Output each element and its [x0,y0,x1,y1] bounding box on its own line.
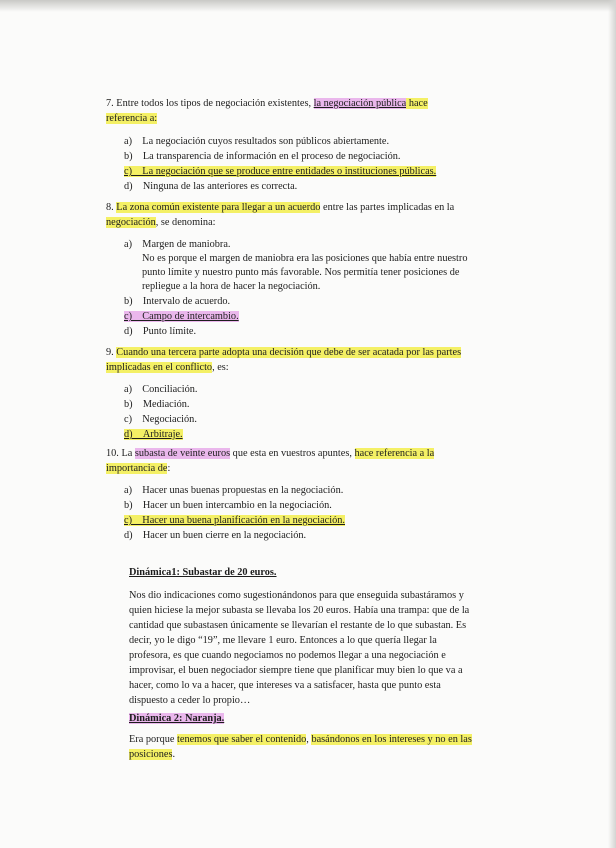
dynamic1-line5: profesora, es que cuando negociamos no podemos llegar a una negociación e [129,650,446,661]
q7-option-a: a) La negociación cuyos resultados son públicos abiertamente. [124,136,390,147]
dynamic2-text-end: . [172,749,176,760]
q10-answer-highlight: c) Hacer una buena planificación en la negociación. [124,515,345,526]
dynamic2-line1 [129,733,472,746]
q7-text: 7. Entre todos los tipos de negociación existentes, [106,98,314,109]
q7-highlight-1: la negociación pública [313,98,407,109]
dynamic2-highlight-1: tenemos que saber el contenido [177,734,307,745]
q10-highlight-2: hace referencia a la [354,448,435,459]
q9-highlight-2: implicadas en el conflicto [106,362,213,373]
q8-answer-highlight: c) Campo de intercambio. [124,311,239,322]
q7-option-c [124,165,436,178]
q10-highlight-3: importancia de [106,463,168,474]
dynamic2-text-mid: , [306,734,312,745]
dynamic1-line8: dispuesto a ceder lo propio… [129,695,251,706]
q8-highlight-1: La zona común existente para llegar a un acuerdo [116,202,321,213]
q7-highlight-2: hace [406,98,428,109]
q8-highlight-2: negociación [106,217,156,228]
q7-option-d: d) Ninguna de las anteriores es correcta. [124,181,298,192]
q10-line2 [106,462,170,475]
q10-text-end: : [167,463,171,474]
dynamic1-line6: improvisar, el buen negociador siempre tiene que planificar muy bien lo que va a [129,665,463,676]
dynamic1-title: Dinámica1: Subastar de 20 euros. [129,567,277,578]
q9-line1 [106,346,461,359]
dynamic2-highlight-2: basándonos en los intereses [311,734,425,745]
q9-option-a: a) Conciliación. [124,384,198,395]
q8-option-a: a) Margen de maniobra. [124,239,231,250]
q10-line1 [106,447,434,460]
q7-option-b: b) La transparencia de información en el proceso de negociación. [124,151,401,162]
q9-option-b: b) Mediación. [124,399,190,410]
q8-line1 [106,201,454,214]
q9-line2 [106,361,229,374]
q7-highlight-3: referencia a: [106,113,158,124]
dynamic2-highlight-4: posiciones [129,749,173,760]
q10-text-mid: que esta en vuestros apuntes, [230,448,355,459]
dynamic1-line4: decir, yo le digo “19”, me llevare 1 euro. Entonces a lo que quería llegar la [129,635,437,646]
q8-explanation-line1: No es porque el margen de maniobra era las posiciones que había entre nuestro [142,253,468,264]
q10-option-c [124,514,345,527]
dynamic1-line2: quien hiciese la mejor subasta se llevaba los 20 euros. Había una trampa: que de la [129,605,470,616]
q9-option-c: c) Negociación. [124,414,197,425]
dynamic2-text: Era porque [129,734,178,745]
q8-option-d: d) Punto límite. [124,326,197,337]
q9-option-d [124,428,183,441]
q7-line2 [106,112,157,125]
dynamic2-highlight-3: y no en las [424,734,472,745]
dynamic2-title-text: Dinámica 2: Naranja. [129,713,225,724]
q7-answer-highlight: c) La negociación que se produce entre entidades o instituciones públicas. [124,166,437,177]
q8-option-b: b) Intervalo de acuerdo. [124,296,231,307]
scan-right-shadow [608,0,616,848]
dynamic1-line7: hacer, como lo va a hacer, que intereses va a satisfacer, hasta que punto esta [129,680,441,691]
q8-text-end: , se denomina: [155,217,216,228]
q9-highlight-1: Cuando una tercera parte adopta una decisión que debe de ser acatada por las partes [116,347,462,358]
q10-option-a: a) Hacer unas buenas propuestas en la negociación. [124,485,344,496]
q8-number: 8. [106,202,117,213]
q10-option-b: b) Hacer un buen intercambio en la negociación. [124,500,332,511]
q9-text-end: , es: [212,362,229,373]
dynamic2-line2 [129,748,175,761]
q10-option-d: d) Hacer un buen cierre en la negociación. [124,530,307,541]
scan-top-shadow [0,0,616,12]
q8-explanation-line2: punto límite y nuestro punto más favorable. Nos permitía tener posiciones de [142,267,460,278]
dynamic1-line3: cantidad que subastasen únicamente se llevarían el restante de lo que subastan. Es [129,620,467,631]
dynamic1-line1: Nos dio indicaciones como sugestionándonos para que enseguida subastáramos y [129,590,464,601]
q10-highlight-1: subasta de veinte euros [134,448,231,459]
q8-text: entre las partes implicadas en la [320,202,455,213]
q9-number: 9. [106,347,117,358]
q8-option-c [124,310,239,323]
dynamic2-title [129,712,224,725]
q9-answer-highlight: d) Arbitraje. [124,429,183,440]
q7-line1 [106,97,428,110]
q8-explanation-line3: repliegue a la hora de hacer la negociación. [142,281,321,292]
q10-text: 10. La [106,448,135,459]
q8-line2 [106,216,216,229]
